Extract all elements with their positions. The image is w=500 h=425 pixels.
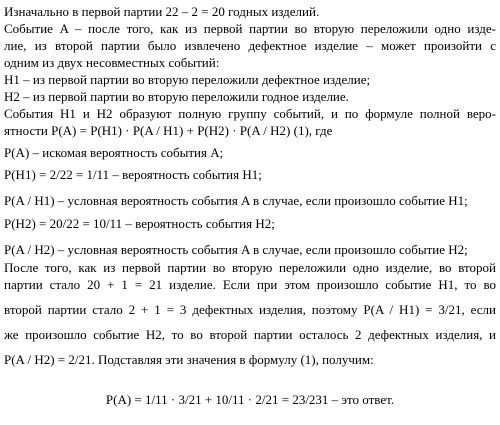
text-line-h2-case: же произошло событие H2, то во второй партии осталось 2 дефектных изделия, и bbox=[4, 327, 496, 342]
text-line-p-a-h1-value: второй партии стало 2 + 1 = 3 дефектных изделия, поэтому P(A / H1) = 3/21, если bbox=[4, 302, 496, 317]
text-line-p-a-given-h2: P(A / H2) – условная вероятность события A в случае, если произошло событие H2; bbox=[4, 242, 468, 257]
text-line-event-a-3: одним из двух несовместных событий: bbox=[4, 55, 220, 70]
formula-total-probability: ятности P(A) = P(H1) · P(A / H1) + P(H2) · P(A / H2) (1), где bbox=[4, 123, 333, 138]
text-line-after-transfer-1: После того, как из первой партии во вторую переложили одно изделие, во второй bbox=[4, 260, 496, 275]
formula-p-h2: P(H2) = 20/22 = 10/11 – вероятность события H2; bbox=[4, 216, 275, 231]
text-line-after-transfer-2: партии стало 20 + 1 = 21 изделие. Если при этом произошло событие H1, то во bbox=[4, 277, 496, 292]
text-line-hypothesis-h2: H2 – из первой партии во вторую переложили годное изделие. bbox=[4, 89, 349, 104]
text-line-hypothesis-h1: H1 – из первой партии во вторую переложили дефектное изделие; bbox=[4, 72, 371, 87]
text-line-event-a-2: лие, из второй партии было извлечено дефектное изделие – может произойти с bbox=[4, 38, 496, 53]
text-line-full-group: События H1 и H2 образуют полную группу событий, и по формуле полной веро- bbox=[4, 106, 496, 121]
text-line-p-a-given-h1: P(A / H1) – условная вероятность события A в случае, если произошло событие H1; bbox=[4, 193, 468, 208]
text-line-p-a-h2-value: P(A / H2) = 2/21. Подставляя эти значения в формулу (1), получим: bbox=[4, 352, 374, 367]
formula-final-answer: P(A) = 1/11 · 3/21 + 10/11 · 2/21 = 23/231 – это ответ. bbox=[105, 392, 395, 407]
text-line-event-a-1: Событие A – после того, как из первой партии во вторую переложили одно изде- bbox=[4, 21, 496, 36]
text-line-p-a-definition: P(A) – искомая вероятность события A; bbox=[4, 145, 224, 160]
formula-p-h1: P(H1) = 2/22 = 1/11 – вероятность события H1; bbox=[4, 167, 262, 182]
text-line-initial-good-items: Изначально в первой партии 22 – 2 = 20 годных изделий. bbox=[4, 4, 320, 19]
